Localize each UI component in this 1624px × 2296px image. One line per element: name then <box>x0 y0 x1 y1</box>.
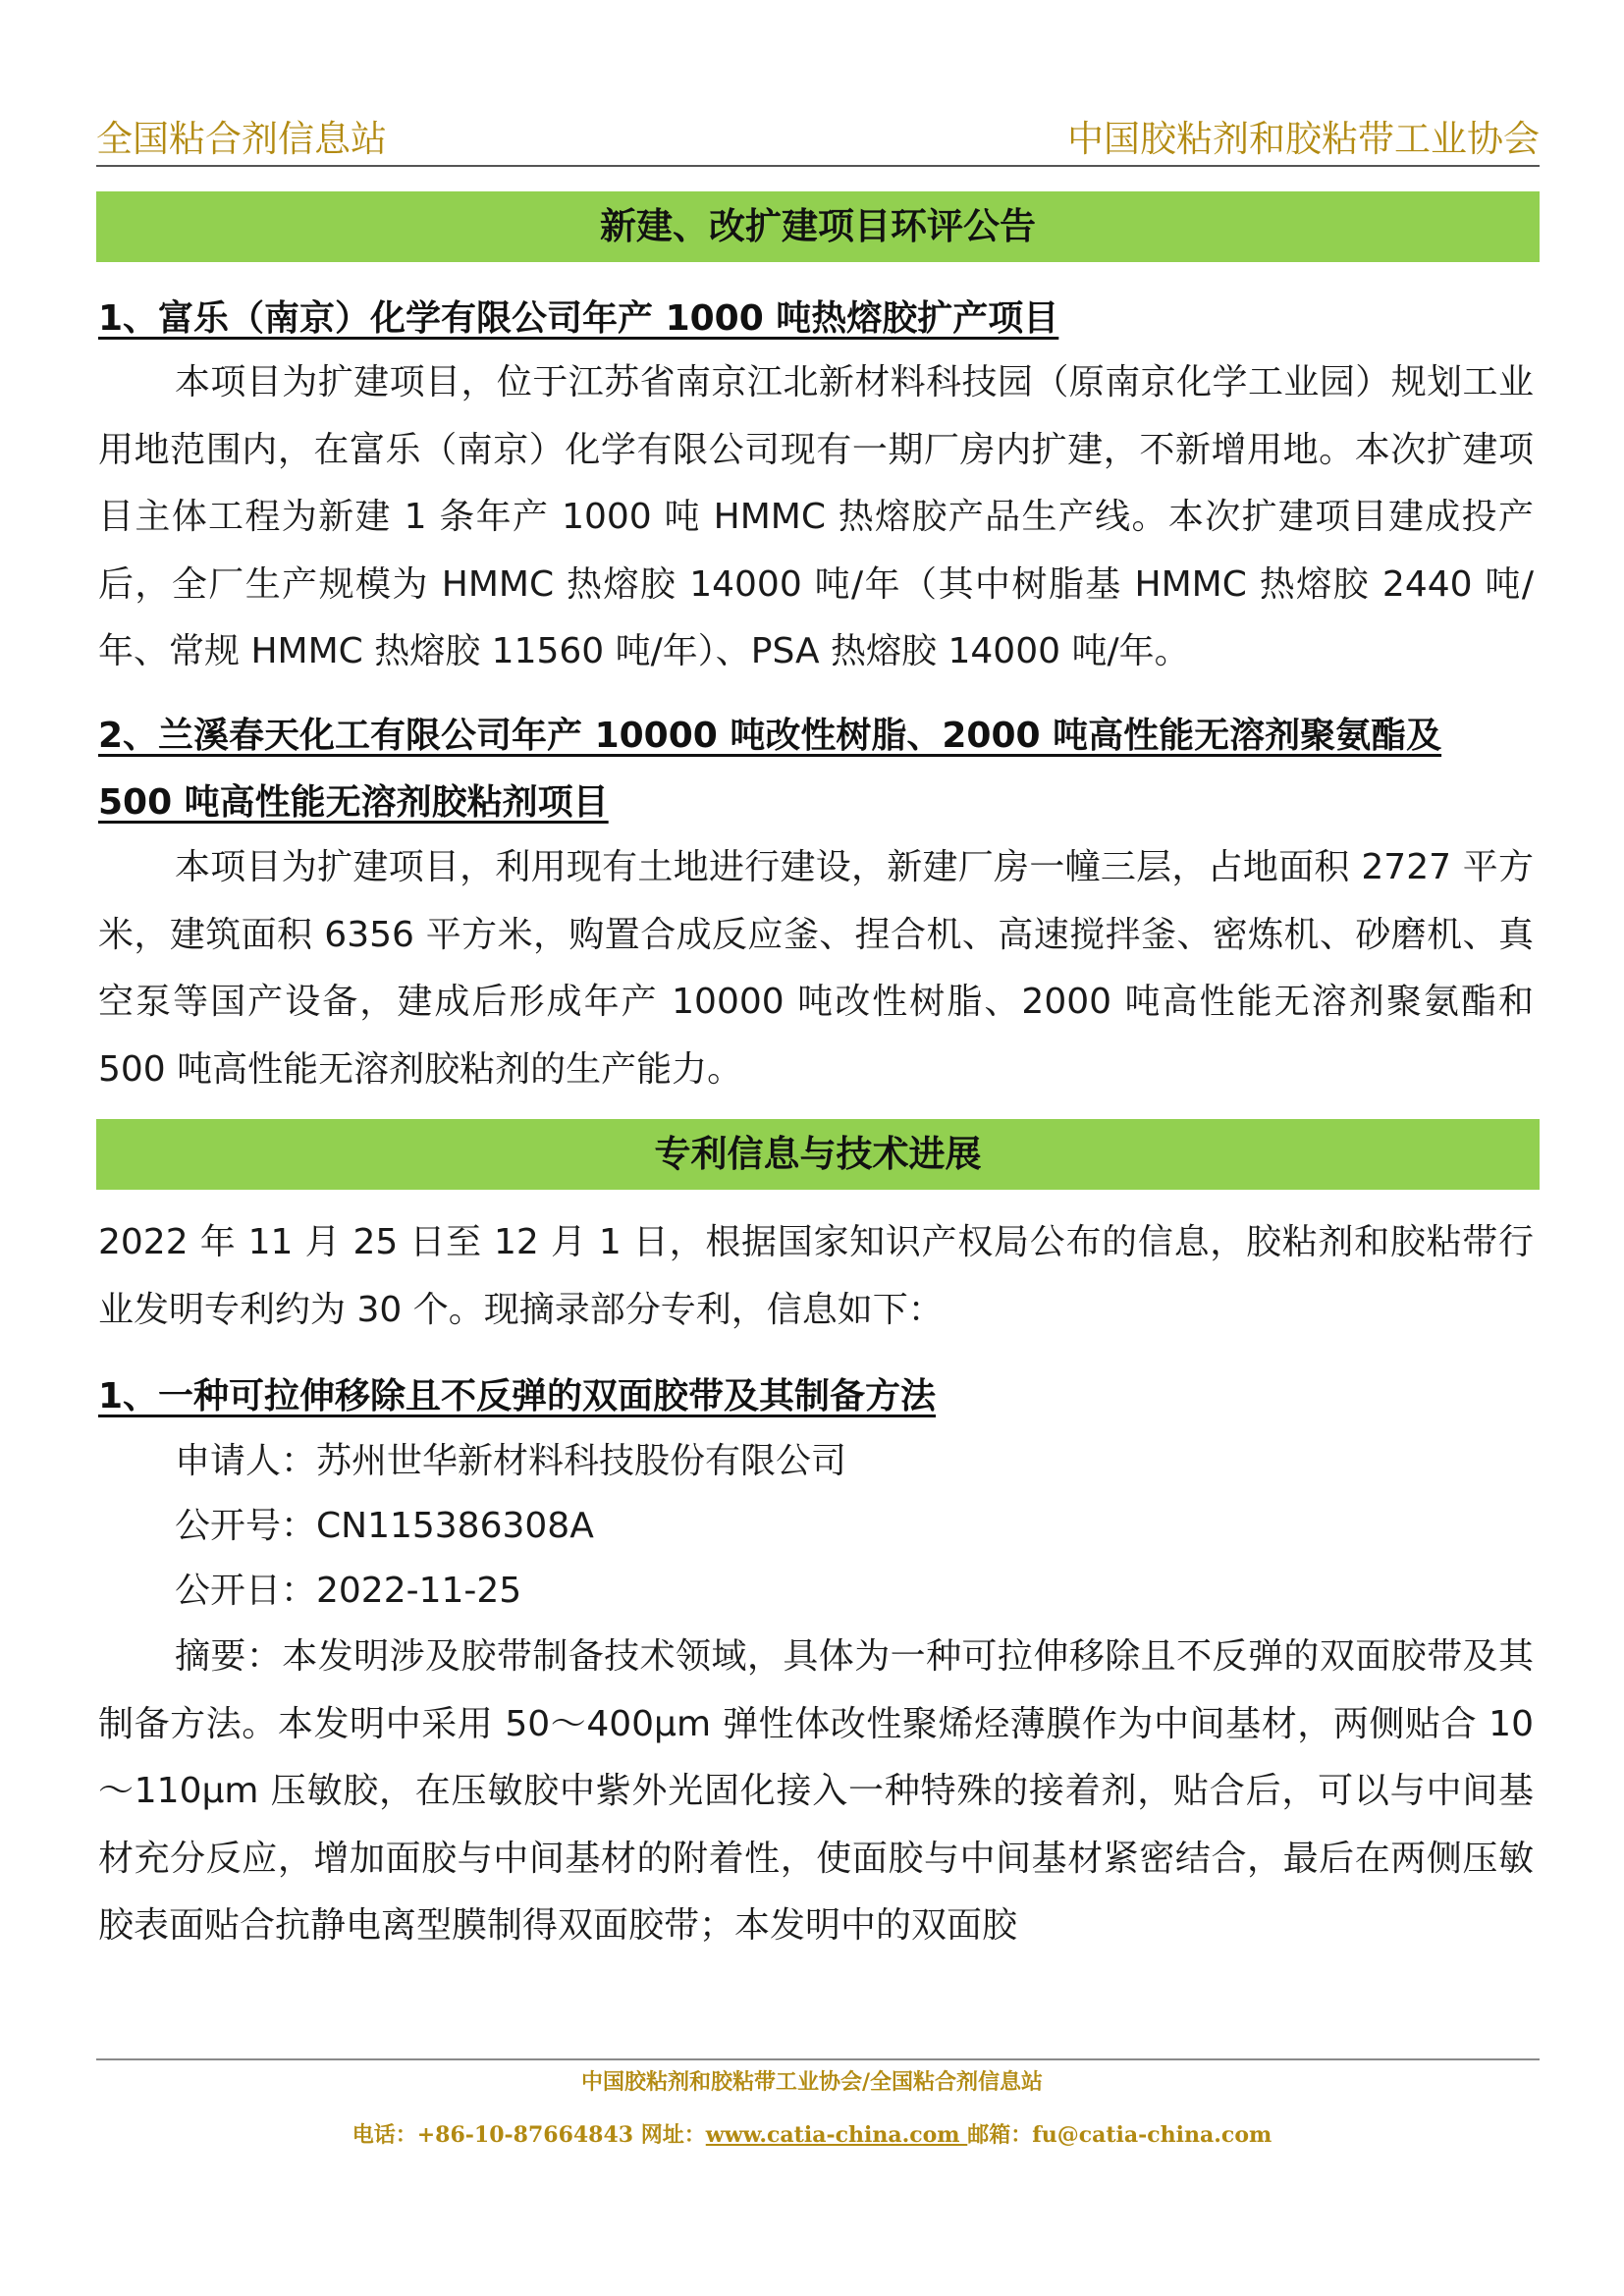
project-2-title-line-1: 2、兰溪春天化工有限公司年产 10000 吨改性树脂、2000 吨高性能无溶剂聚氨酯及 <box>98 716 1442 756</box>
footer-organization: 中国胶粘剂和胶粘带工业协会/全国粘合剂信息站 <box>580 2069 1044 2095</box>
patent-publication-number: 公开号：CN115386308A <box>175 1506 594 1546</box>
section-banner-patents: 专利信息与技术进展 <box>96 1119 1540 1190</box>
patent-intro: 2022 年 11 月 25 日至 12 月 1 日，根据国家知识产权局公布的信息，胶粘剂和胶粘带行业发明专利约为 30 个。现摘录部分专利，信息如下： <box>98 1222 1534 1330</box>
footer-email: 邮箱：fu@catia-china.com <box>967 2122 1272 2148</box>
project-1-body: 本项目为扩建项目，位于江苏省南京江北新材料科技园（原南京化学工业园）规划工业用地范围内，在富乐（南京）化学有限公司现有一期厂房内扩建，不新增用地。本次扩建项目主体工程为新建 1 条年产 1000 吨 HMMC 热熔胶产品生产线。本次扩建项目建成投产后，全厂生产规模为 HMMC 热熔胶 14000 吨/年（其中树脂基 HMMC 热熔胶 2440 吨/年、常规 HMMC 热熔胶 11560 吨/年）、PSA 热熔胶 14000 吨/年。 <box>98 362 1534 671</box>
project-2-body: 本项目为扩建项目，利用现有土地进行建设，新建厂房一幢三层，占地面积 2727 平方米，建筑面积 6356 平方米，购置合成反应釜、捏合机、高速搅拌釜、密炼机、砂磨机、真空泵等国产设备，建成后形成年产 10000 吨改性树脂、2000 吨高性能无溶剂聚氨酯和 500 吨高性能无溶剂胶粘剂的生产能力。 <box>98 847 1534 1090</box>
patent-1-title: 1、一种可拉伸移除且不反弹的双面胶带及其制备方法 <box>98 1376 937 1416</box>
patent-publication-date: 公开日：2022-11-25 <box>175 1571 522 1611</box>
patent-applicant: 申请人：苏州世华新材料科技股份有限公司 <box>175 1441 847 1481</box>
project-1-title: 1、富乐（南京）化学有限公司年产 1000 吨热熔胶扩产项目 <box>98 298 1059 339</box>
header-association-name: 中国胶粘剂和胶粘带工业协会 <box>1067 118 1540 160</box>
footer-divider <box>96 2058 1540 2060</box>
patent-abstract: 摘要：本发明涉及胶带制备技术领域，具体为一种可拉伸移除且不反弹的双面胶带及其制备方法。本发明中采用 50～400μm 弹性体改性聚烯烃薄膜作为中间基材，两侧贴合 10～110μm 压敏胶，在压敏胶中紫外光固化接入一种特殊的接着剂，贴合后，可以与中间基材充分反应，增加面胶与中间基材的附着性，使面胶与中间基材紧密结合，最后在两侧压敏胶表面贴合抗静电离型膜制得双面胶带；本发明中的双面胶 <box>98 1636 1534 1946</box>
project-2-title-line-2: 500 吨高性能无溶剂胶粘剂项目 <box>98 782 609 823</box>
footer-contact <box>0 2120 1624 2150</box>
header-site-name: 全国粘合剂信息站 <box>96 118 387 160</box>
page-header <box>96 116 1540 167</box>
footer-website-link[interactable]: www.catia-china.com <box>705 2122 968 2148</box>
section-banner-eia: 新建、改扩建项目环评公告 <box>96 191 1540 262</box>
footer-phone: 电话：+86-10-87664843 网址： <box>352 2122 706 2148</box>
